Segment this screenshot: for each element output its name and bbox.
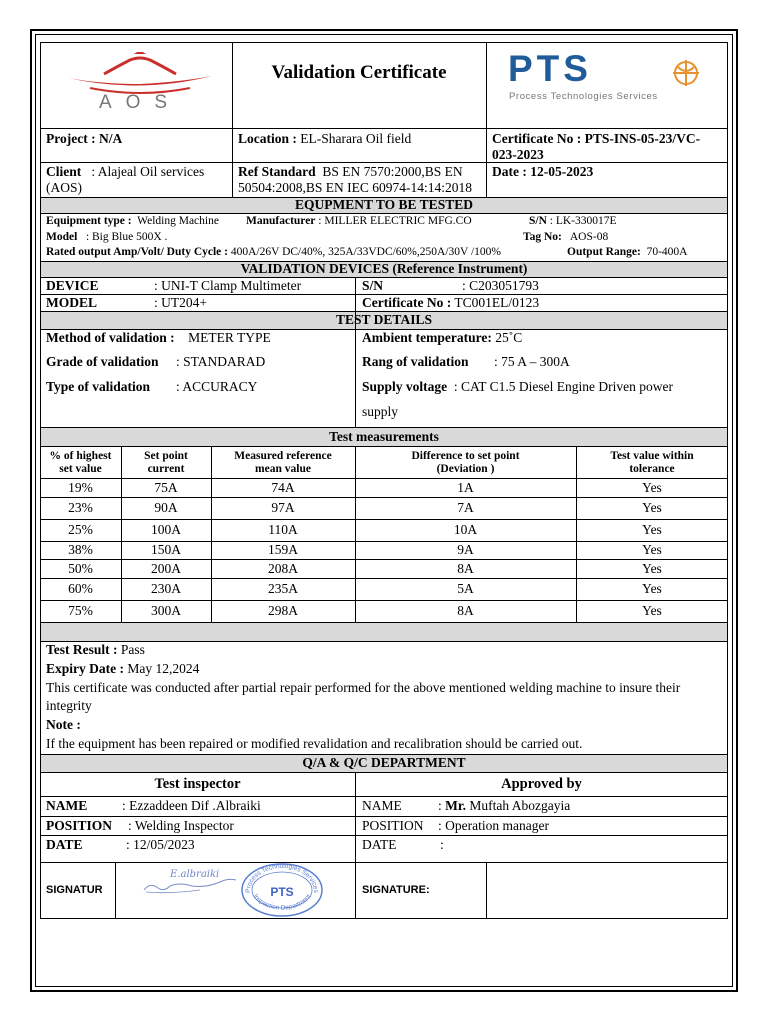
certificate-number-cont: 023-2023 [492, 147, 544, 162]
approver-date: : [440, 837, 444, 852]
date-field: Date : 12-05-2023 [492, 164, 594, 179]
pct-cell: 23% [68, 500, 93, 515]
inspector-date: : 12/05/2023 [126, 837, 195, 852]
test-measurements-title: Test measurements [329, 429, 439, 444]
tolerance-cell: Yes [642, 561, 662, 576]
pts-logo-subtitle: Process Technologies Services [509, 91, 658, 102]
setpoint-cell: 200A [151, 561, 181, 576]
measured-cell: 159A [268, 542, 298, 557]
device-value: : UNI-T Clamp Multimeter [154, 278, 302, 293]
rated-output: Rated output Amp/Volt/ Duty Cycle : 400A/26V DC/40%, 325A/33VDC/60%,250A/30V /100% [46, 246, 502, 258]
pts-logo [505, 48, 725, 104]
header-set-point: Set point current [144, 450, 188, 475]
output-range: Output Range: 70-400A [567, 246, 688, 258]
setpoint-cell: 90A [154, 500, 178, 515]
ref-standard-cont: 50504:2008,BS EN IEC 60974-14:14:2018 [238, 180, 473, 195]
device-certificate: Certificate No : TC001EL/0123 [362, 295, 540, 310]
tag-number: Tag No: AOS-08 [523, 231, 609, 243]
deviation-cell: 5A [457, 581, 474, 596]
inspector-name-label: NAME [46, 798, 88, 813]
type-value: : ACCURACY [176, 379, 258, 394]
certificate-title: Validation Certificate [271, 62, 447, 83]
validation-devices-title: VALIDATION DEVICES (Reference Instrument) [240, 261, 528, 276]
type-label: Type of validation [46, 379, 151, 394]
location-field: Location : EL-Sharara Oil field [238, 131, 412, 146]
header-tolerance: Test value within tolerance [610, 450, 694, 475]
ambient-temperature: Ambient temperature: 25˚C [362, 330, 523, 345]
test-result: Test Result : Pass [46, 642, 145, 657]
deviation-cell: 8A [457, 561, 474, 576]
stamp-seal-icon [240, 862, 324, 918]
test-inspector-title: Test inspector [154, 776, 241, 792]
grade-value: : STANDARAD [176, 354, 266, 369]
pct-cell: 60% [68, 581, 93, 596]
expiry-date: Expiry Date : May 12,2024 [46, 661, 200, 676]
approver-position-label: POSITION [362, 818, 424, 833]
setpoint-cell: 300A [151, 603, 181, 618]
tolerance-cell: Yes [642, 581, 662, 596]
measured-cell: 74A [271, 480, 295, 495]
inspector-signature [140, 868, 240, 898]
grade-label: Grade of validation [46, 354, 159, 369]
header-measured: Measured reference mean value [234, 450, 332, 475]
setpoint-cell: 75A [154, 480, 178, 495]
pts-logo-text: PTS [508, 48, 592, 89]
aos-logo [60, 52, 220, 114]
deviation-cell: 7A [457, 500, 474, 515]
supply-voltage: Supply voltage : CAT C1.5 Diesel Engine Driven power [362, 379, 673, 394]
measured-cell: 235A [268, 581, 298, 596]
tolerance-cell: Yes [642, 480, 662, 495]
tolerance-cell: Yes [642, 500, 662, 515]
ref-standard-field: Ref Standard BS EN 7570:2000,BS EN [238, 164, 463, 179]
test-details-title: TEST DETAILS [336, 312, 432, 327]
equipment-type: Equipment type : Welding Machine [46, 215, 219, 227]
pts-stamp [240, 862, 324, 918]
inspector-date-label: DATE [46, 837, 83, 852]
header-percent: % of highest set value [49, 450, 112, 475]
svg-text:Inspection Department: Inspection Department [251, 893, 313, 912]
certificate-number: Certificate No : PTS-INS-05-23/VC- [492, 131, 701, 146]
measured-cell: 110A [268, 522, 298, 537]
device-model-value: : UT204+ [154, 295, 207, 310]
measured-cell: 298A [268, 603, 298, 618]
remark-line-2: integrity [46, 698, 92, 713]
note-text: If the equipment has been repaired or modified revalidation and recalibration should be carried out. [46, 736, 583, 751]
measured-cell: 97A [271, 500, 295, 515]
deviation-cell: 1A [457, 480, 474, 495]
signature-label: SIGNATUR [46, 884, 103, 896]
svg-text:Process Technologies Services: Process Technologies Services [244, 862, 320, 894]
project-field: Project : N/A [46, 131, 123, 146]
remark-line-1: This certificate was conducted after partial repair performed for the above mentioned welding machine to insure their [46, 680, 681, 695]
setpoint-cell: 100A [151, 522, 181, 537]
supply-voltage-cont: supply [362, 404, 399, 419]
setpoint-cell: 230A [151, 581, 181, 596]
pct-cell: 38% [68, 542, 93, 557]
method-of-validation: Method of validation : METER TYPE [46, 330, 271, 345]
pct-cell: 19% [68, 480, 93, 495]
tolerance-cell: Yes [642, 603, 662, 618]
approver-name: : Mr. Muftah Abozgayia [438, 798, 571, 813]
deviation-cell: 8A [457, 603, 474, 618]
qa-section-title: Q/A & Q/C DEPARTMENT [302, 755, 466, 770]
pct-cell: 75% [68, 603, 93, 618]
approver-position: : Operation manager [438, 818, 549, 833]
range-value: : 75 A – 300A [494, 354, 570, 369]
equipment-section-title: EQUPMENT TO BE TESTED [295, 197, 473, 212]
device-sn-label: S/N [362, 278, 384, 293]
client-field: Client : Alajeal Oil services [46, 164, 205, 179]
svg-text:PTS: PTS [270, 885, 294, 899]
pts-sun-icon [669, 58, 703, 88]
tolerance-cell: Yes [642, 522, 662, 537]
handwritten-signature-text: E.albraiki [170, 869, 220, 880]
device-label: DEVICE [46, 278, 99, 293]
deviation-cell: 10A [453, 522, 478, 537]
manufacturer: Manufacturer : MILLER ELECTRIC MFG.CO [246, 215, 472, 227]
approved-by-title: Approved by [501, 776, 582, 792]
approver-date-label: DATE [362, 837, 397, 852]
device-model-label: MODEL [46, 295, 98, 310]
approver-name-label: NAME [362, 798, 402, 813]
equipment-sn: S/N : LK-330017E [529, 215, 617, 227]
aos-logo-text: AOS [98, 92, 182, 113]
measured-cell: 208A [268, 561, 298, 576]
note-label: Note : [46, 717, 81, 732]
deviation-cell: 9A [457, 542, 474, 557]
pct-cell: 50% [68, 561, 93, 576]
pct-cell: 25% [68, 522, 93, 537]
signature-label-right: SIGNATURE: [362, 884, 430, 896]
setpoint-cell: 150A [151, 542, 181, 557]
device-sn-value: : C203051793 [462, 278, 539, 293]
header-difference: Difference to set point (Deviation ) [411, 450, 520, 475]
equipment-model: Model : Big Blue 500X . [46, 231, 168, 243]
inspector-name: : Ezzaddeen Dif .Albraiki [122, 798, 261, 813]
range-label: Rang of validation [362, 354, 469, 369]
client-field-cont: (AOS) [46, 180, 82, 195]
inspector-position-label: POSITION [46, 818, 113, 833]
tolerance-cell: Yes [642, 542, 662, 557]
inspector-position: : Welding Inspector [128, 818, 234, 833]
